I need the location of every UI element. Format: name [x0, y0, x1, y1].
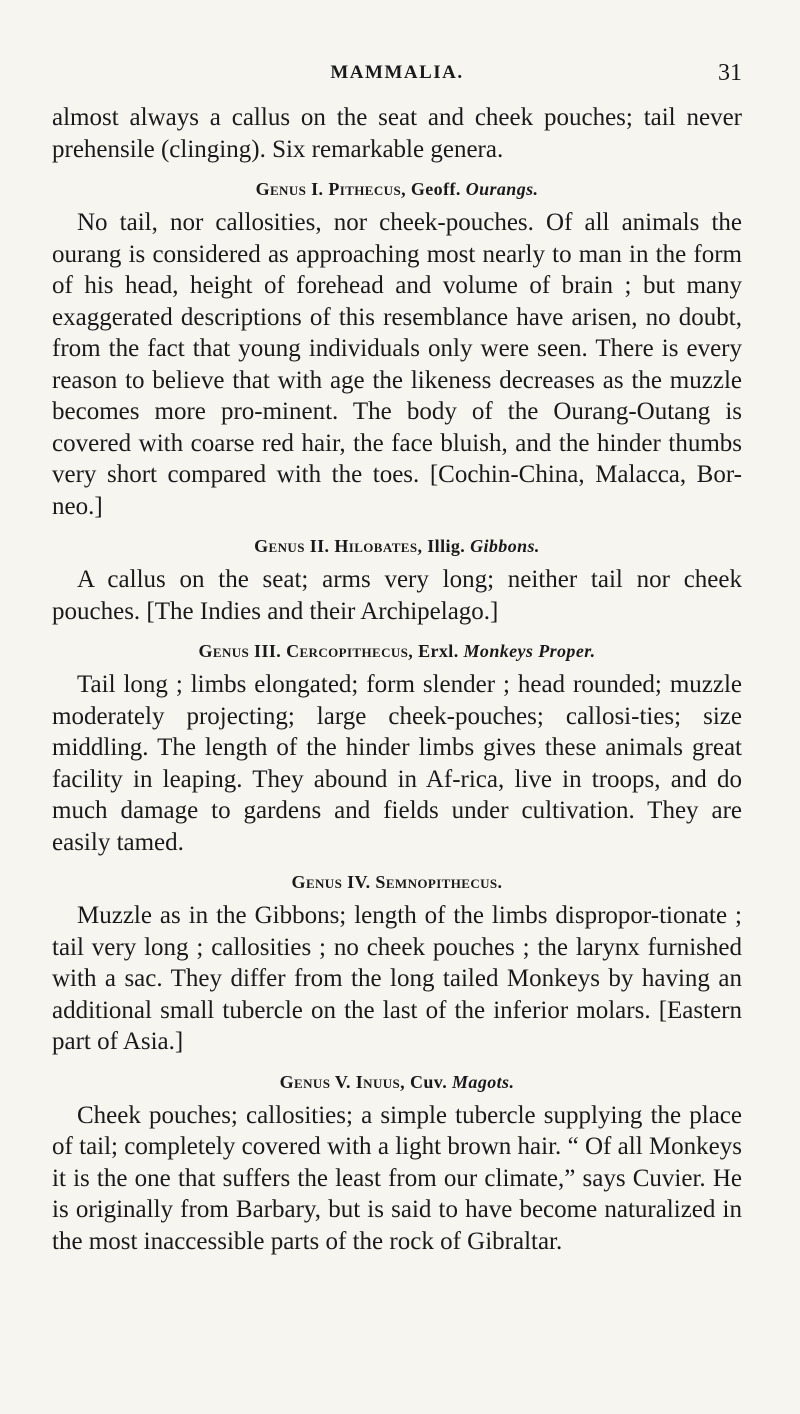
- genus-label: Genus IV.: [291, 872, 371, 892]
- genus-authority: Geoff.: [410, 179, 461, 199]
- genus-common-name: Monkeys Proper.: [463, 641, 596, 661]
- genus-name: Semnopithecus.: [375, 872, 503, 892]
- genus-paragraph-2: A callus on the seat; arms very long; neither tail nor cheek pouches. [The Indies and their Archipelago.]: [52, 566, 742, 625]
- genus-label: Genus I.: [255, 179, 324, 199]
- genus-name: Inuus,: [355, 1071, 406, 1092]
- genus-paragraph-1: No tail, nor callosities, nor cheek-pouches. Of all animals the ourang is considered as approaching most nearly to man in the form of his head, height of forehead and volume of brain ; but many exaggerated descriptions of this resemblance have arisen, no doubt, from the fact that young individuals only were seen. There is every reason to believe that with age the likeness decreases as the muzzle becomes more pro-minent. The body of the Ourang-Outang is covered with coarse red hair, the face bluish, and the hinder thumbs very short compared with the toes. [Cochin-China, Malacca, Bor-neo.]: [52, 209, 742, 520]
- page-number: 31: [718, 60, 742, 86]
- genus-heading-3: [52, 639, 742, 663]
- genus-authority: Cuv.: [410, 1071, 448, 1092]
- running-head: [52, 62, 742, 96]
- genus-common-name: Magots.: [452, 1071, 515, 1092]
- genus-label: Genus II.: [254, 536, 330, 556]
- genus-heading-5: [52, 1070, 742, 1094]
- genus-label: Genus V.: [279, 1071, 351, 1092]
- genus-authority: Erxl.: [418, 641, 459, 661]
- intro-paragraph: almost always a callus on the seat and cheek pouches; tail never prehensile (clinging). Six remarkable genera.: [52, 104, 742, 163]
- genus-name: Pithecus,: [328, 179, 406, 199]
- book-page: [52, 62, 742, 1257]
- genus-common-name: Gibbons.: [470, 536, 540, 556]
- genus-name: Hilobates,: [334, 536, 423, 556]
- genus-paragraph-4: Muzzle as in the Gibbons; length of the limbs dispropor-tionate ; tail very long ; callosities ; no cheek pouches ; the larynx furnished with a sac. They differ from the long tailed Monkeys by having an additional small tubercle on the last of the inferior molars. [Eastern part of Asia.]: [52, 902, 742, 1055]
- genus-paragraph-3: Tail long ; limbs elongated; form slender ; head rounded; muzzle moderately projecting; large cheek-pouches; callosi-ties; size middling. The length of the hinder limbs gives these animals great facility in leaping. They abound in Af-rica, live in troops, and do much damage to gardens and fields under cultivation. They are easily tamed.: [52, 671, 742, 856]
- genus-paragraph-5: Cheek pouches; callosities; a simple tubercle supplying the place of tail; completely covered with a light brown hair. “ Of all Monkeys it is the one that suffers the least from our climate,” says Cuvier. He is originally from Barbary, but is said to have become naturalized in the most inaccessible parts of the rock of Gibraltar.: [52, 1101, 742, 1255]
- genus-heading-2: [52, 534, 742, 558]
- running-title: MAMMALIA.: [330, 62, 464, 83]
- genus-authority: Illig.: [427, 536, 466, 556]
- genus-common-name: Ourangs.: [465, 179, 539, 199]
- genus-heading-4: [52, 870, 742, 894]
- genus-heading-1: [52, 177, 742, 201]
- genus-label: Genus III.: [198, 641, 282, 661]
- genus-name: Cercopithecus,: [286, 641, 414, 661]
